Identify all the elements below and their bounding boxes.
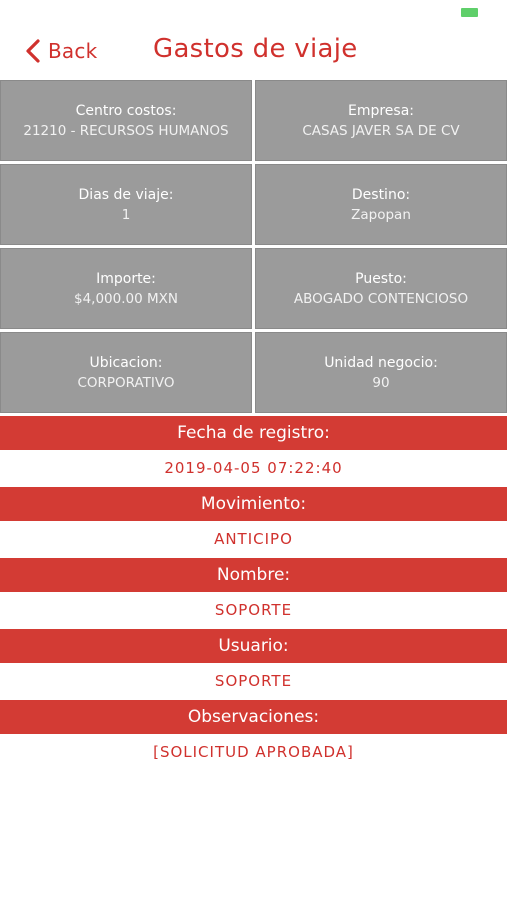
section-value-nombre: SOPORTE	[0, 592, 507, 629]
info-value: CORPORATIVO	[77, 374, 175, 391]
info-cell-importe	[0, 248, 252, 329]
page-title: Gastos de viaje	[153, 34, 358, 64]
back-button[interactable]	[24, 36, 97, 66]
info-value: 21210 - RECURSOS HUMANOS	[23, 122, 229, 139]
section-value-usuario: SOPORTE	[0, 663, 507, 700]
info-label: Centro costos:	[75, 102, 177, 119]
info-value: 90	[372, 374, 390, 391]
info-label: Dias de viaje:	[78, 186, 174, 203]
section-header-usuario: Usuario:	[0, 629, 507, 663]
section-header-nombre: Nombre:	[0, 558, 507, 592]
info-cell-puesto	[255, 248, 507, 329]
back-label: Back	[48, 39, 98, 63]
section-value-fecha-de-registro: 2019-04-05 07:22:40	[0, 450, 507, 487]
info-cell-empresa	[255, 80, 507, 161]
info-label: Destino:	[351, 186, 411, 203]
info-value: ABOGADO CONTENCIOSO	[293, 290, 469, 307]
chevron-left-icon	[24, 38, 42, 64]
section-header-movimiento: Movimiento:	[0, 487, 507, 521]
section-value-observaciones: [SOLICITUD APROBADA]	[0, 734, 507, 771]
info-cell-destino	[255, 164, 507, 245]
details-list	[0, 416, 507, 771]
info-cell-centro-costos	[0, 80, 252, 161]
info-label: Puesto:	[355, 270, 407, 287]
info-label: Ubicacion:	[89, 354, 163, 371]
info-cell-ubicacion	[0, 332, 252, 413]
info-value: 1	[121, 206, 131, 223]
info-value: Zapopan	[351, 206, 411, 223]
info-label: Unidad negocio:	[324, 354, 438, 371]
info-label: Empresa:	[347, 102, 415, 119]
section-value-movimiento: ANTICIPO	[0, 521, 507, 558]
info-grid	[0, 80, 507, 413]
section-header-fecha-de-registro: Fecha de registro:	[0, 416, 507, 450]
nav-bar	[0, 28, 507, 74]
info-cell-unidad-negocio	[255, 332, 507, 413]
info-cell-dias-de-viaje	[0, 164, 252, 245]
info-value: CASAS JAVER SA DE CV	[302, 122, 460, 139]
section-header-observaciones: Observaciones:	[0, 700, 507, 734]
battery-icon	[461, 8, 478, 17]
info-label: Importe:	[96, 270, 156, 287]
info-value: $4,000.00 MXN	[74, 290, 178, 307]
